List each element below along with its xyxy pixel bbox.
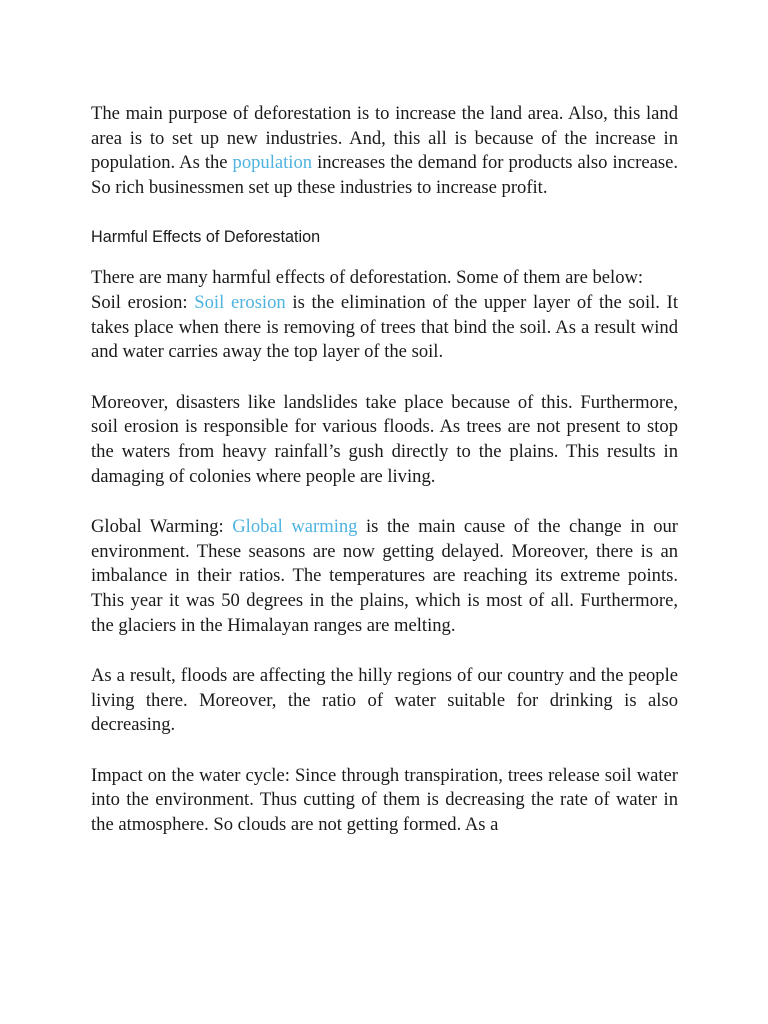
paragraph-text: The main purpose of deforestation is to increase the land area. Also, this land area is to set up new industries. And, this all is because of the increase in population. As the (91, 103, 678, 174)
paragraph-global-warming (91, 515, 678, 638)
global-warming-link[interactable]: Global warming (232, 516, 358, 538)
paragraph-intro: There are many harmful effects of deforestation. Some of them are below: (91, 267, 644, 289)
paragraph-disasters: Moreover, disasters like landslides take place because of this. Furthermore, soil erosion is responsible for various floods. As trees are not present to stop the waters from heavy rainfall’s gush directly to the plains. This results in damaging of colonies where people are living. (91, 391, 678, 487)
paragraph-text: Soil erosion: (91, 291, 195, 313)
section-heading: Harmful Effects of Deforestation (91, 228, 321, 247)
paragraph-floods: As a result, floods are affecting the hilly regions of our country and the people living there. Moreover, the ratio of water suitable for drinking is also decreasing. (91, 665, 678, 736)
paragraph-soil-erosion (91, 291, 678, 365)
soil-erosion-link[interactable]: Soil erosion (194, 291, 286, 313)
paragraph-text: Global Warming: (91, 516, 233, 538)
paragraph-text: is the main cause of the change in our environment. These seasons are now getting delayed. Moreover, there is an imbalance in their ratios. The temperatures are reaching its extreme points. This year it was 50 degrees in the plains, which is most of all. Furthermore, the glaciers in the Himalayan ranges are melting. (91, 516, 678, 636)
paragraph-text: increases the demand for products also increase. So rich businessmen set up these industries to increase profit. (91, 152, 678, 198)
paragraph-water-cycle: Impact on the water cycle: Since through transpiration, trees release soil water into the environment. Thus cutting of them is decreasing the rate of water in the atmosphere. So clouds are not getting formed. As a (91, 764, 678, 836)
spacer (91, 365, 678, 391)
spacer (91, 638, 678, 664)
paragraph-purpose (91, 102, 678, 200)
spacer (91, 200, 678, 226)
spacer (91, 248, 678, 266)
spacer (91, 738, 678, 764)
spacer (91, 489, 678, 515)
population-link[interactable]: population (232, 152, 313, 174)
paragraph-text: is the elimination of the upper layer of the soil. It takes place when there is removing of trees that bind the soil. As a result wind and water carries away the top layer of the soil. (91, 291, 679, 363)
document-page (91, 102, 678, 838)
